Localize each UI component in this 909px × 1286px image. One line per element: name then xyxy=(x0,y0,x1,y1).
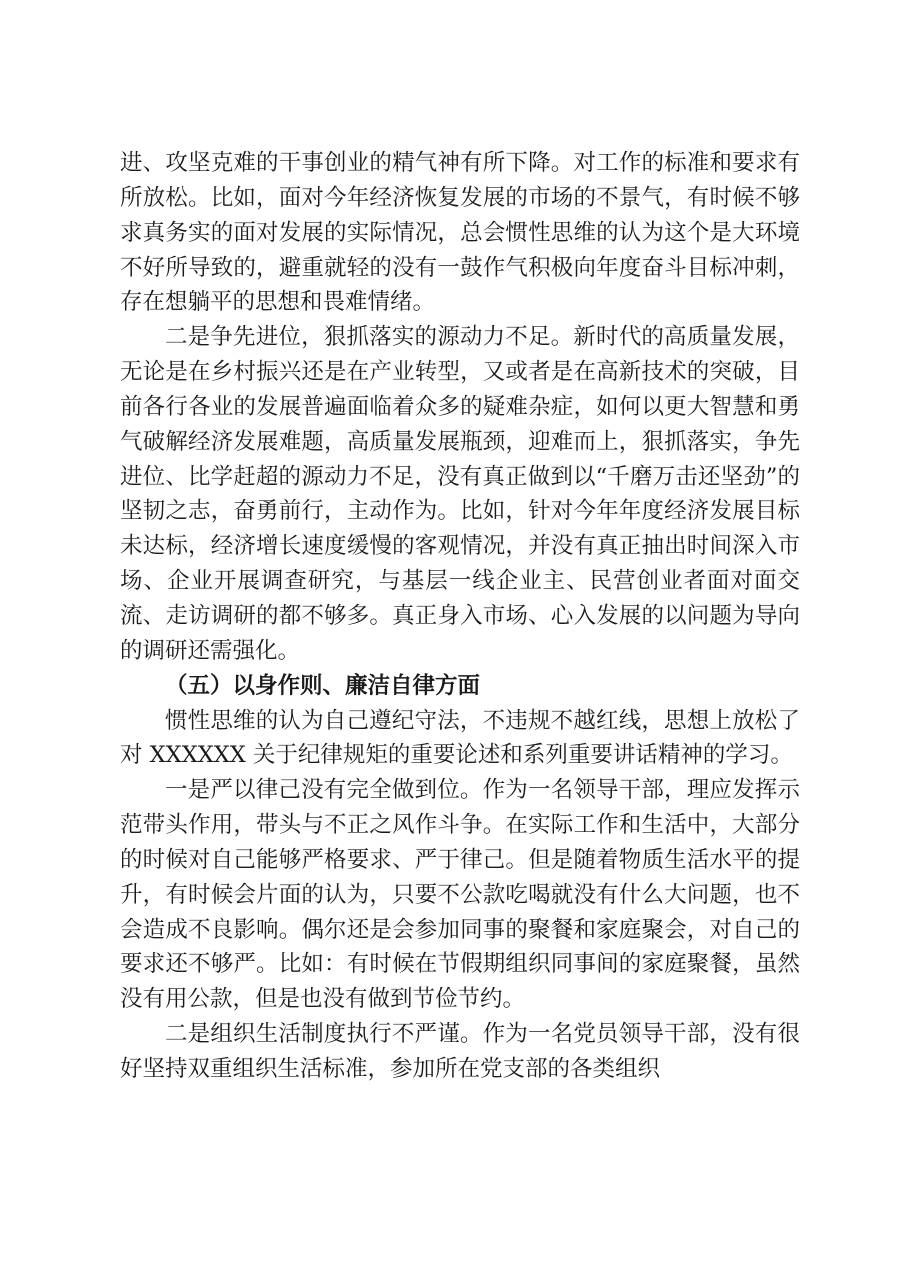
body-paragraph-4: 一是严以律己没有完全做到位。作为一名领导干部，理应发挥示范带头作用，带头与不正之风作斗争。在实际工作和生活中，大部分的时候对自己能够严格要求、严于律己。但是随着物质生活水平的提升，有时候会片面的认为，只要不公款吃喝就没有什么大问题，也不会造成不良影响。偶尔还是会参加同事的聚餐和家庭聚会，对自己的要求还不够严。比如：有时候在节假期组织同事间的家庭聚餐，虽然没有用公款，但是也没有做到节俭节约。 xyxy=(120,777,800,1013)
section-heading: （五）以身作则、廉洁自律方面 xyxy=(165,672,481,699)
document-page xyxy=(120,146,800,1087)
body-paragraph-3: 惯性思维的认为自己遵纪守法，不违规不越红线，思想上放松了对 XXXXXX 关于纪律规矩的重要论述和系列重要讲话精神的学习。 xyxy=(120,707,800,769)
body-paragraph-2: 二是争先进位，狠抓落实的源动力不足。新时代的高质量发展，无论是在乡村振兴还是在产业转型，又或者是在高新技术的突破，目前各行各业的发展普遍面临着众多的疑难杂症，如何以更大智慧和勇气破解经济发展难题，高质量发展瓶颈，迎难而上，狠抓落实，争先进位、比学赶超的源动力不足，没有真正做到以“千磨万击还坚劲”的坚韧之志，奋勇前行，主动作为。比如，针对今年年度经济发展目标未达标，经济增长速度缓慢的客观情况，并没有真正抽出时间深入市场、企业开展调查研究，与基层一线企业主、民营创业者面对面交流、走访调研的都不够多。真正身入市场、心入发展的以问题为导向的调研还需强化。 xyxy=(120,324,800,664)
body-paragraph-5: 二是组织生活制度执行不严谨。作为一名党员领导干部，没有很好坚持双重组织生活标准，参加所在党支部的各类组织 xyxy=(120,1021,800,1082)
body-paragraph-1: 进、攻坚克难的干事创业的精气神有所下降。对工作的标准和要求有所放松。比如，面对今年经济恢复发展的市场的不景气，有时候不够求真务实的面对发展的实际情况，总会惯性思维的认为这个是大环境不好所导致的，避重就轻的没有一鼓作气积极向年度奋斗目标冲刺，存在想躺平的思想和畏难情绪。 xyxy=(120,150,800,316)
